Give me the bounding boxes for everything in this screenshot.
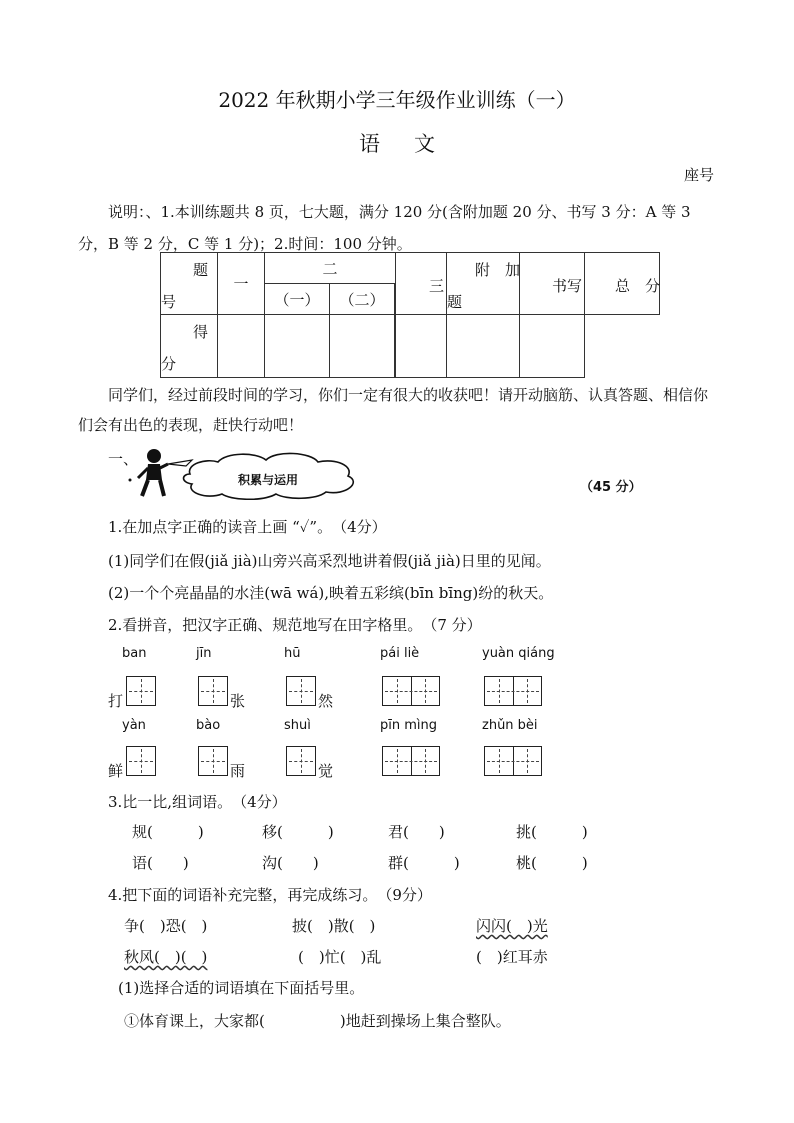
tianzige-box[interactable] — [126, 746, 156, 776]
header-col-three: 三 — [396, 253, 447, 315]
q4-r2-c2[interactable]: ( )忙( )乱 — [298, 948, 382, 966]
q1-stem: 1.在加点字正确的读音上画 “✓”。 （4分） — [108, 518, 387, 536]
q2-pinyin: yuàn qiáng — [482, 646, 555, 661]
q2-given-char: 雨 — [230, 762, 246, 780]
q2-stem: 2.看拼音，把汉字正确、规范地写在田字格里。 （7 分） — [108, 616, 482, 634]
section-number: 一、 — [108, 450, 139, 468]
tianzige-box[interactable] — [198, 676, 228, 706]
score-cell-extra[interactable] — [396, 315, 447, 378]
q2-pinyin: pīn mìng — [380, 718, 438, 733]
score-cell-two-sub2[interactable] — [330, 315, 395, 378]
q4-r1-c2[interactable]: 披( )散( ) — [292, 917, 376, 935]
score-row-label: 得 分 — [161, 315, 218, 378]
q2-pinyin: hū — [284, 646, 301, 661]
q4-r1-c1[interactable]: 争( )恐( ) — [124, 917, 208, 935]
q3-r2-c3[interactable]: 群( ) — [388, 854, 460, 872]
score-cell-one[interactable] — [218, 315, 265, 378]
q3-r1-c3[interactable]: 君( ) — [388, 823, 445, 841]
header-col-writing: 书写 — [520, 253, 585, 315]
tianzige-box[interactable] — [382, 676, 440, 706]
header-col-two-sub2: （二） — [330, 284, 395, 315]
q3-r2-c4[interactable]: 桃( ) — [516, 854, 588, 872]
header-col-two: 二 — [265, 253, 396, 284]
q2-pinyin: yàn — [122, 718, 146, 733]
q2-given-char: 张 — [230, 692, 246, 710]
q3-stem: 3.比一比,组词语。 （4分） — [108, 793, 287, 811]
header-col-two-sub1: （一） — [265, 284, 330, 315]
q2-pinyin: pái liè — [380, 646, 420, 661]
q2-pinyin: zhǔn bèi — [482, 718, 538, 733]
seat-number-label: 座号 — [684, 166, 715, 184]
instructions-note: 说明：、1.本训练题共 8 页，七大题，满分 120 分(含附加题 20 分、书写 3 分：A 等 3 分，B 等 2 分，C 等 1 分)；2.时间：100 分钟。 — [78, 203, 691, 253]
q2-given-char: 鲜 — [108, 762, 124, 780]
q1-item2: (2)一个个亮晶晶的水洼(wā wá),映着五彩缤(bīn bīng)纷的秋天。 — [108, 584, 554, 602]
q2-given-char: 然 — [318, 692, 334, 710]
q3-r1-c2[interactable]: 移( ) — [262, 823, 334, 841]
q2-pinyin: shuì — [284, 718, 311, 733]
q4-r1-c3[interactable]: 闪闪( )光 — [476, 917, 548, 935]
q3-r2-c1[interactable]: 语( ) — [132, 854, 189, 872]
score-cell-two-sub1[interactable] — [265, 315, 330, 378]
q2-given-char: 打 — [108, 692, 124, 710]
q3-r1-c1[interactable]: 规( ) — [132, 823, 204, 841]
tianzige-box[interactable] — [286, 676, 316, 706]
tianzige-box[interactable] — [126, 676, 156, 706]
q4-r2-c1[interactable]: 秋风( )( ) — [124, 948, 208, 966]
tianzige-box[interactable] — [484, 676, 542, 706]
q2-pinyin: bào — [196, 718, 221, 733]
header-col-one: 一 — [218, 253, 265, 315]
score-cell-total[interactable] — [520, 315, 585, 378]
tianzige-box[interactable] — [484, 746, 542, 776]
section-score: （45 分） — [580, 480, 642, 495]
q2-given-char: 觉 — [318, 762, 334, 780]
page-title: 2022 年秋期小学三年级作业训练（一） — [218, 88, 576, 112]
intro-paragraph: 同学们，经过前段时间的学习，你们一定有很大的收获吧！请开动脑筋、认真答题、相信你们会有出色的表现，赶快行动吧！ — [78, 386, 709, 434]
q4-r2-c3[interactable]: ( )红耳赤 — [476, 948, 548, 966]
header-col-extra: 附 加 题 — [447, 253, 520, 315]
q4-sub1: (1)选择合适的词语填在下面括号里。 — [118, 979, 365, 997]
score-table — [160, 252, 660, 378]
q1-item1: (1)同学们在假(jiǎ jià)山旁兴高采烈地讲着假(jiǎ jià)日里的见闻。 — [108, 552, 551, 570]
q2-pinyin: ban — [122, 646, 147, 661]
subject-title: 语文 — [359, 132, 469, 156]
q2-pinyin: jīn — [196, 646, 212, 661]
student-cloud-banner-icon — [126, 444, 366, 500]
header-title-cell: 题 号 — [161, 253, 218, 315]
q4-sub1-item1[interactable]: ①体育课上，大家都( )地赶到操场上集合整队。 — [124, 1012, 511, 1030]
score-cell-writing[interactable] — [447, 315, 520, 378]
tianzige-box[interactable] — [198, 746, 228, 776]
q4-stem: 4.把下面的词语补充完整，再完成练习。 （9分） — [108, 886, 432, 904]
q3-r1-c4[interactable]: 挑( ) — [516, 823, 588, 841]
header-col-total: 总 分 — [585, 253, 660, 315]
q3-r2-c2[interactable]: 沟( ) — [262, 854, 319, 872]
tianzige-box[interactable] — [382, 746, 440, 776]
section-banner-text: 积累与运用 — [237, 473, 299, 487]
tianzige-box[interactable] — [286, 746, 316, 776]
